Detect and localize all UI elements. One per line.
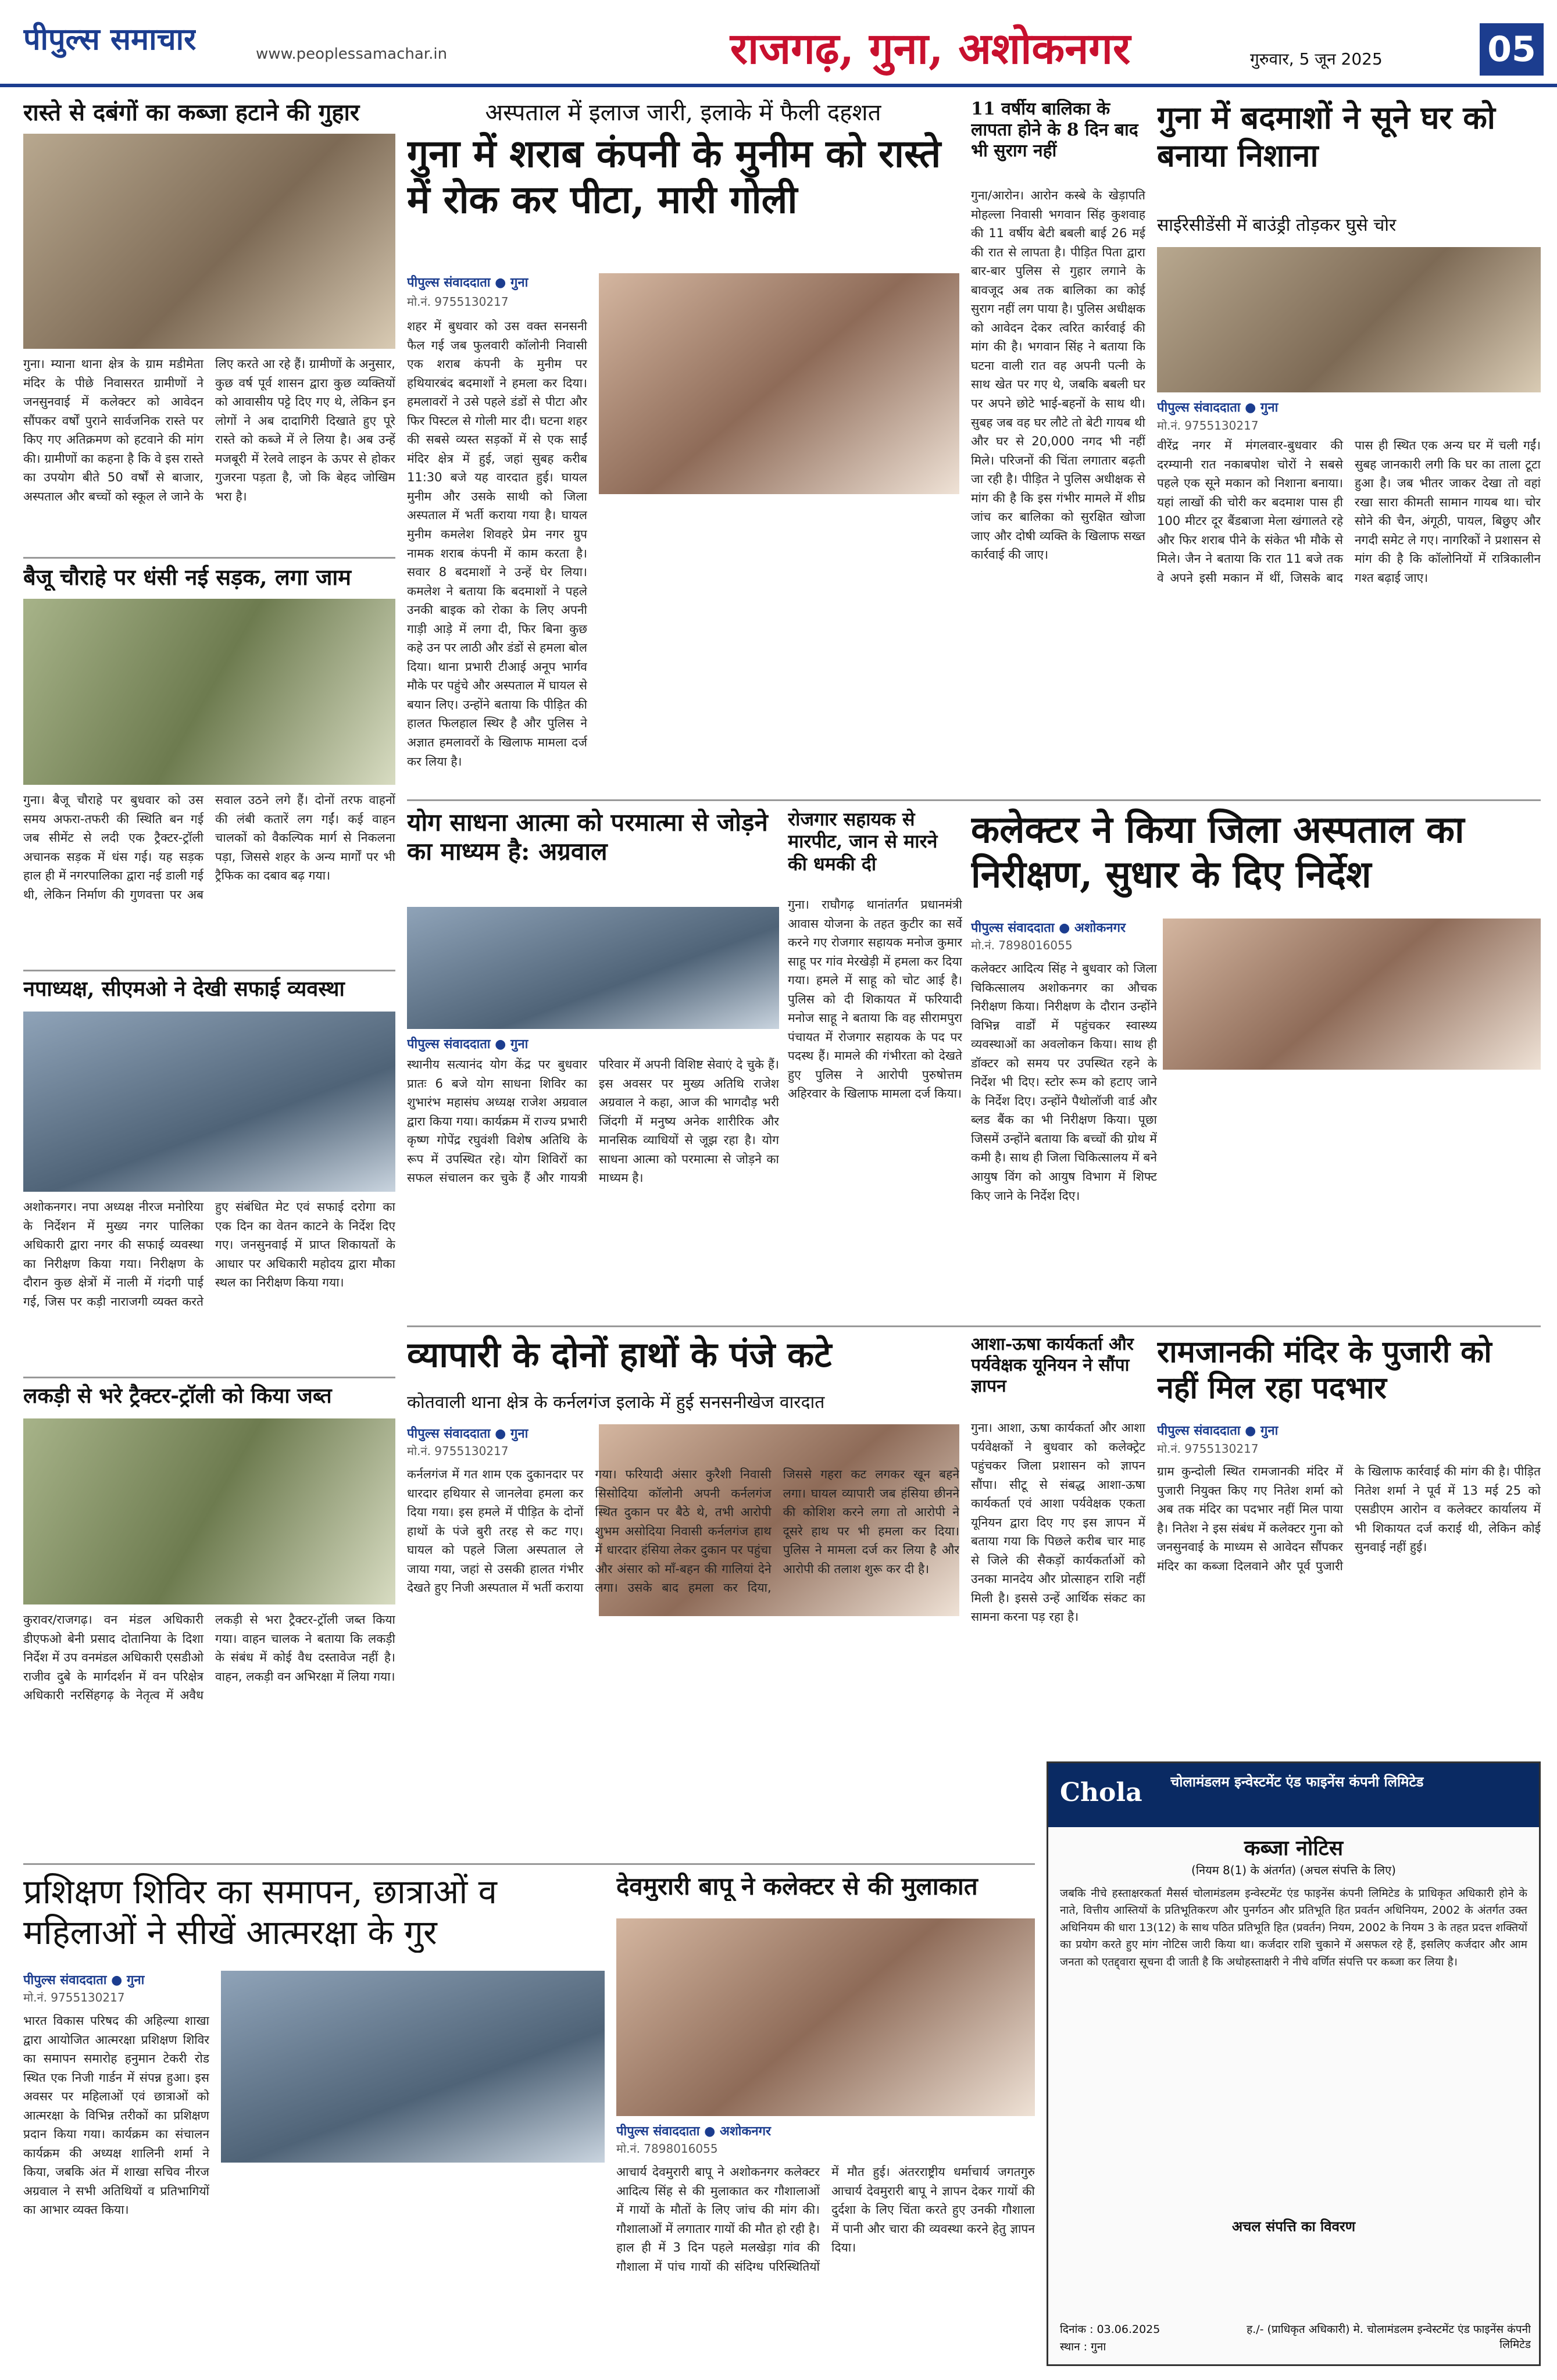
byline-a8: पीपुल्स संवाददाता ● गुना: [407, 1037, 528, 1052]
photo-devmurari-bapu: [616, 1918, 1035, 2116]
body-a9: गुना। राघौगढ़ थानांतर्गत प्रधानमंत्री आवास योजना के तहत कुटीर का सर्वे करने गए रोजगार सहायक मनोज कुमार साहू पर गांव मेरखेड़ी में हमला कर दिया गया। हमले में साहू को चोट आई है। पुलिस को दी शिकायत में फरियादी मनोज साहू ने बताया कि वह सीरामपुरा पंचायत में रोजगार सहायक के पद पर पदस्थ हैं। मामले की गंभीरता को देखते हुए पुलिस ने आरोपी पुरुषोत्तम अहिरवार के खिलाफ मामला दर्ज किया।: [788, 898, 962, 1101]
photo-sunken-road: [23, 599, 395, 785]
photo-collector-inspection: [1163, 919, 1541, 1070]
notice-schedule-title: अचल संपत्ति का विवरण: [1231, 2218, 1356, 2235]
headline-a5: गुना में शराब कंपनी के मुनीम को रास्ते में रोक कर पीटा, मारी गोली: [407, 131, 941, 223]
photo-hospital: [599, 273, 959, 494]
headline-a9: रोजगार सहायक से मारपीट, जान से मारने की धमकी दी: [788, 808, 938, 875]
newspaper-logo[interactable]: पीपुल्स समाचार: [23, 22, 197, 57]
byline-a10: पीपुल्स संवाददाता ● अशोकनगर: [971, 921, 1126, 935]
notice-body: जबकि नीचे हस्ताक्षरकर्ता मैसर्स चोलामंडलम इन्वेस्टमेंट एंड फाइनेंस कंपनी लिमिटेड के प्राधिकृत अधिकारी होने के नाते, वित्तीय आस्तियों के प्रतिभूतिकरण और पुनर्गठन और प्रतिभूति हित प्रवर्तन अधिनियम, 2002 के अंतर्गत उक्त अधिनियम की धारा 13(12) के साथ पठित प्रतिभूति हित (प्रवर्तन) नियम, 2002 के नियम 3 के तहत प्रदत्त शक्तियों का प्रयोग करते हुए मांग नोटिस जारी किया था। कर्जदार राशि चुकाने में असफल रहे हैं, इसलिए कर्जदार और आम जनता को एतद्द्वारा सूचना दी जाती है कि अधोहस्ताक्षरी ने नीचे वर्णित संपत्ति पर कब्जा कर लिया है।: [1060, 1887, 1527, 1968]
body-a7: वीरेंद्र नगर में मंगलवार-बुधवार की दरम्यानी रात नकाबपोश चोरों ने सबसे पहले एक सूने मकान को निशाना बनाया। यहां लाखों की चोरी कर बदमाश पास ही 100 मीटर दूर बैंडबाजा मेला खंगालते रहे और फिर शराब पीने के संकेत भी मौके से मिले। जैन ने बताया कि रात 11 बजे तक वे अपने इसी मकान में थीं, जिसके बाद पास ही स्थित एक अन्य घर में चली गईं। सुबह जानकारी लगी कि घर का ताला टूटा हुआ है। जब भीतर जाकर देखा तो वहां रखा सारा कीमती सामान गायब था। चोर सोने की चैन, अंगूठी, पायल, बिछुए और नगदी समेट ले गए। नागरिकों ने प्रशासन से मांग की है कि कॉलोनियों में रात्रिकालीन गश्त बढ़ाई जाए।: [1157, 438, 1541, 585]
photo-cleaning-inspection: [23, 1012, 395, 1192]
headline-a4: लकड़ी से भरे ट्रैक्टर-ट्रॉली को किया जब्त: [23, 1384, 332, 1408]
headline-a7: गुना में बदमाशों ने सूने घर को बनाया निशाना: [1157, 99, 1495, 174]
mobile-a14: मो.नं. 9755130217: [23, 1991, 125, 2004]
byline-a11: पीपुल्स संवाददाता ● गुना: [407, 1427, 528, 1441]
body-a8: स्थानीय सत्यानंद योग केंद्र पर बुधवार प्रातः 6 बजे योग साधना शिविर का शुभारंभ महासंघ अध्यक्ष राजेश अग्रवाल द्वारा किया गया। कार्यक्रम में राज्य प्रभारी कृष्ण गोपेंद्र रघुवंशी विशेष अतिथि के रूप में उपस्थित रहे। योग शिविरों का सफल संचालन कर चुके हैं और गायत्री परिवार में अपनी विशिष्ट सेवाएं दे चुके हैं। इस अवसर पर मुख्य अतिथि राजेश अग्रवाल ने कहा, आज की भागदौड़ भरी जिंदगी में मनुष्य अनेक शारीरिक और मानसिक व्याधियों से जूझ रहा है। योग साधना आत्मा को परमात्मा से जोड़ने का माध्यम है।: [407, 1057, 779, 1185]
body-a1: गुना। म्याना थाना क्षेत्र के ग्राम मडीमेता मंदिर के पीछे निवासरत ग्रामीणों ने जनसुनवाई में कलेक्टर को आवेदन सौंपकर वर्षों पुराने सार्वजनिक रास्ते पर किए गए अतिक्रमण को हटवाने की मांग की। ग्रामीणों का कहना है कि वे इस रास्ते का उपयोग बीते 50 वर्षों से बाजार, अस्पताल और बच्चों को स्कूल ले जाने के लिए करते आ रहे हैं। ग्रामीणों के अनुसार, कुछ वर्ष पूर्व शासन द्वारा कुछ व्यक्तियों को आवासीय पट्टे दिए गए थे, लेकिन इन लोगों ने अब दादागिरी दिखाते हुए पूरे रास्ते को कब्जे में ले लिया है। अब उन्हें मजबूरी में रेलवे लाइन के ऊपर से होकर गुजरना पड़ता है, जो कि बेहद जोखिम भरा है।: [23, 357, 395, 503]
body-a12: गुना। आशा, ऊषा कार्यकर्ता और आशा पर्यवेक्षकों ने बुधवार को कलेक्ट्रेट पहुंचकर जिला प्रशासन को ज्ञापन सौंपा। सीटू से संबद्ध आशा-ऊषा कार्यकर्ता एवं आशा पर्यवेक्षक एकता यूनियन द्वारा दिए गए इस ज्ञापन में बताया गया कि पिछले करीब चार माह से जिले की सैकड़ों कार्यकर्ताओं को उनका मानदेय और प्रोत्साहन राशि नहीं मिली है। इससे उन्हें आर्थिक संकट का सामना करना पड़ रहा है।: [971, 1421, 1145, 1624]
masthead: [0, 0, 1557, 87]
mobile-a13: मो.नं. 9755130217: [1157, 1442, 1259, 1456]
body-a13: ग्राम कुन्दोली स्थित रामजानकी मंदिर में पुजारी नियुक्त किए गए नितेश शर्मा को अब तक मंदिर का पदभार नहीं मिल पाया है। नितेश ने इस संबंध में कलेक्टर गुना को जनसुनवाई के माध्यम से आवेदन सौंपकर मंदिर का कब्जा दिलवाने और पूर्व पुजारी के खिलाफ कार्रवाई की मांग की है। पीड़ित नितेश शर्मा ने पूर्व में 13 मई 25 को एसडीएम आरोन व कलेक्टर कार्यालय में भी शिकायत दर्ज कराई थी, लेकिन कोई सुनवाई नहीं हुई।: [1157, 1464, 1541, 1573]
divider: [23, 557, 395, 559]
headline-a6: 11 वर्षीय बालिका के लापता होने के 8 दिन बाद भी सुराग नहीं: [971, 99, 1138, 161]
chola-logo: Chola: [1060, 1778, 1142, 1807]
body-a15: आचार्य देवमुरारी बापू ने अशोकनगर कलेक्टर आदित्य सिंह से की मुलाकात कर गौशालाओं में गायों के मौतों के लिए जांच की मांग की। गौशालाओं में लगातार गायों की मौत हो रही है। हाल ही में 3 दिन पहले मलखेड़ा गांव की गौशाला में पांच गायों की संदिग्ध परिस्थितियों में मौत हुई। अंतरराष्ट्रीय धर्माचार्य जगतगुरु आचार्य देवमुरारी बापू ने ज्ञापन देकर गायों की दुर्दशा के लिए चिंता करते हुए उनकी गौशाला में पानी और चारा की व्यवस्था करने हेतु ज्ञापन दिया।: [616, 2165, 1035, 2274]
notice-date: दिनांक : 03.06.2025: [1060, 2323, 1160, 2336]
divider: [23, 1863, 1035, 1865]
headline-a15: देवमुरारी बापू ने कलेक्टर से की मुलाकात: [616, 1872, 978, 1900]
byline-a13: पीपुल्स संवाददाता ● गुना: [1157, 1424, 1279, 1438]
divider: [23, 970, 395, 971]
byline-a15: पीपुल्स संवाददाता ● अशोकनगर: [616, 2124, 771, 2139]
body-a11: कर्नलगंज में गत शाम एक दुकानदार पर धारदार हथियार से जानलेवा हमला कर दिया गया। इस हमले में पीड़ित के दोनों हाथों के पंजे बुरी तरह से कट गए। घायल को पहले जिला अस्पताल ले जाया गया, जहां से उसकी हालत गंभीर देखते हुए निजी अस्पताल में भर्ती कराया गया। फरियादी अंसार कुरैशी निवासी सिसोदिया कॉलोनी अपनी कर्नलगंज स्थित दुकान पर बैठे थे, तभी आरोपी शुभम असोदिया निवासी कर्नलगंज हाथ में धारदार हंसिया लेकर दुकान पर पहुंचा और अंसार को माँ-बहन की गालियां देने लगा। उसके बाद हमला कर दिया, जिससे गहरा कट लगकर खून बहने लगा। घायल व्यापारी जब हंसिया छीनने की कोशिश करने लगा तो आरोपी ने दूसरे हाथ पर भी हमला कर दिया। पुलिस ने मामला दर्ज कर लिया है और आरोपी की तलाश शुरू कर दी है।: [407, 1467, 959, 1595]
photo-yoga: [407, 907, 779, 1029]
subtitle-a7: साईरेसीडेंसी में बाउंड्री तोड़कर घुसे चोर: [1157, 215, 1397, 235]
byline-a7: पीपुल्स संवाददाता ● गुना: [1157, 401, 1279, 415]
headline-a11: व्यापारी के दोनों हाथों के पंजे कटे: [407, 1335, 832, 1375]
byline-a14: पीपुल्स संवाददाता ● गुना: [23, 1973, 145, 1988]
headline-a13: रामजानकी मंदिर के पुजारी को नहीं मिल रहा पदभार: [1157, 1334, 1492, 1406]
headline-a1: रास्ते से दबंगों का कब्जा हटाने की गुहार: [23, 99, 360, 126]
photo-villagers: [23, 134, 395, 349]
divider: [23, 1377, 395, 1378]
body-a3: अशोकनगर। नपा अध्यक्ष नीरज मनोरिया के निर्देशन में मुख्य नगर पालिका अधिकारी द्वारा नगर की सफाई व्यवस्था का निरीक्षण किया गया। निरीक्षण के दौरान कुछ क्षेत्रों में नाली में गंदगी पाई गई, जिस पर कड़ी नाराजगी व्यक्त करते हुए संबंधित मेट एवं सफाई दरोगा का एक दिन का वेतन काटने के निर्देश दिए गए। जनसुनवाई में प्राप्त शिकायतों के आधार पर अधिकारी महोदय द्वारा मौका स्थल का निरीक्षण किया गया।: [23, 1200, 395, 1309]
body-a6: गुना/आरोन। आरोन कस्बे के खेड़ापति मोहल्ला निवासी भगवान सिंह कुशवाह की 11 वर्षीय बेटी बबली बाई 26 मई की रात से लापता है। पीड़ित पिता द्वारा बार-बार पुलिस से गुहार लगाने के बावजूद अब तक बालिका का कोई सुराग नहीं लग पाया है। पुलिस अधीक्षक को आवेदन देकर त्वरित कार्रवाई की मांग की है। भगवान सिंह ने बताया कि घटना वाली रात वह अपनी पत्नी के साथ खेत पर गए थे, जबकि बबली घर पर अपने छोटे भाई-बहनों के साथ थी। सुबह जब वह घर लौटे तो बेटी गायब थी और घर से 20,000 नगद भी नहीं मिले। परिजनों की चिंता लगातार बढ़ती जा रही है। पीड़ित ने पुलिस अधीक्षक से मांग की है कि इस गंभीर मामले में शीघ्र जांच कर बालिका को सुरक्षित खोजा जाए और दोषी व्यक्ति के खिलाफ सख्त कार्रवाई की जाए।: [971, 188, 1145, 562]
mobile-a11: मो.नं. 9755130217: [407, 1444, 509, 1458]
photo-burglary: [1157, 247, 1541, 392]
notice-signature: ह./- (प्राधिकृत अधिकारी) मे. चोलामंडलम इन्वेस्टमेंट एंड फाइनेंस कंपनी लिमिटेड: [1247, 2323, 1531, 2351]
headline-a12: आशा-ऊषा कार्यकर्ता और पर्यवेक्षक यूनियन ने सौंपा ज्ञापन: [971, 1334, 1134, 1396]
mobile-a5: मो.नं. 9755130217: [407, 295, 509, 309]
notice-header: [1048, 1763, 1539, 1827]
headline-a2: बैजू चौराहे पर धंसी नई सड़क, लगा जाम: [23, 564, 352, 590]
kicker-a5: अस्पताल में इलाज जारी, इलाके में फैली दहशत: [485, 99, 881, 126]
divider: [407, 1325, 1541, 1327]
notice-title: कब्जा नोटिस: [1244, 1836, 1344, 1860]
headline-a10: कलेक्टर ने किया जिला अस्पताल का निरीक्षण, सुधार के दिए निर्देश: [971, 808, 1465, 896]
photo-self-defence-camp: [221, 1971, 605, 2163]
mobile-a7: मो.नं. 9755130217: [1157, 419, 1259, 433]
headline-a3: नपाध्यक्ष, सीएमओ ने देखी सफाई व्यवस्था: [23, 977, 345, 1001]
body-a2: गुना। बैजू चौराहे पर बुधवार को उस समय अफरा-तफरी की स्थिति बन गई जब सीमेंट से लदी एक ट्रैक्टर-ट्रॉली अचानक सड़क में धंस गई। यह सड़क हाल ही में नगरपालिका द्वारा नई डाली गई थी, लेकिन निर्माण की गुणवत्ता पर अब सवाल उठने लगे हैं। दोनों तरफ वाहनों की लंबी कतारें लग गईं। कई वाहन चालकों को वैकल्पिक मार्ग से निकलना पड़ा, जिससे शहर के अन्य मार्गों पर भी ट्रैफिक का दबाव बढ़ गया।: [23, 793, 395, 902]
page-number: 05: [1480, 23, 1544, 76]
body-a5: शहर में बुधवार को उस वक्त सनसनी फैल गई जब फुलवारी कॉलोनी निवासी एक शराब कंपनी के मुनीम पर हथियारबंद बदमाशों ने हमला कर दिया। हमलावरों ने उसे पहले डंडों से पीटा और फिर पिस्टल से गोली मार दी। घटना शहर की सबसे व्यस्त सड़कों में से एक साईं मंदिर क्षेत्र में हुई, जहां सुबह करीब 11:30 बजे यह वारदात हुई। घायल मुनीम और उसके साथी को जिला अस्पताल में भर्ती कराया गया है। घायल मुनीम कमलेश शिवहरे प्रेम नगर ग्रुप नामक शराब कंपनी में काम करता है। सवार 8 बदमाशों ने उन्हें घेर लिया। कमलेश ने बताया कि बदमाशों ने पहले उनकी बाइक को रोका के लिए अपनी गाड़ी आड़े में लगा दी, फिर बिना कुछ कहे उन पर लाठी और डंडों से हमला बोल दिया। थाना प्रभारी टीआई अनूप भार्गव मौके पर पहुंचे और अस्पताल में घायल से बयान लिए। उन्होंने बताया कि पीड़ित की हालत फिलहाल स्थिर है और पुलिस ने अज्ञात हमलावरों के खिलाफ मामला दर्ज कर लिया है।: [407, 319, 587, 769]
divider: [407, 799, 1541, 801]
subtitle-a11: कोतवाली थाना क्षेत्र के कर्नलगंज इलाके में हुई सनसनीखेज वारदात: [407, 1392, 825, 1413]
body-a10: कलेक्टर आदित्य सिंह ने बुधवार को जिला चिकित्सालय अशोकनगर का औचक निरीक्षण किया। निरीक्षण के दौरान उन्होंने विभिन्न वार्डों में पहुंचकर स्वास्थ्य व्यवस्थाओं का अवलोकन किया। साथ ही डॉक्टर को समय पर उपस्थित रहने के निर्देश भी दिए। स्टोर रूम को हटाए जाने के निर्देश दिए। उन्होंने पैथोलॉजी वार्ड और ब्लड बैंक का भी निरीक्षण किया। पूछा जिसमें उन्होंने बताया कि बच्चों की ग्रोथ में कमी है। साथ ही जिला चिकित्सालय में बने आयुष विंग को आयुष विभाग में शिफ्ट किए जाने के निर्देश दिए।: [971, 962, 1157, 1203]
possession-notice: [1047, 1761, 1541, 2366]
notice-place: स्थान : गुना: [1060, 2340, 1106, 2353]
body-a4: कुरावर/राजगढ़। वन मंडल अधिकारी डीएफओ बेनी प्रसाद दोतानिया के दिशा निर्देश में उप वनमंडल अधिकारी एसडीओ राजीव दुबे के मार्गदर्शन में वन परिक्षेत्र अधिकारी नरसिंहगढ़ के नेतृत्व में अवैध लकड़ी से भरा ट्रैक्टर-ट्रॉली जब्त किया गया। वाहन चालक ने बताया कि लकड़ी के संबंध में कोई वैध दस्तावेज नहीं है। वाहन, लकड़ी वन अभिरक्षा में लिया गया।: [23, 1613, 395, 1703]
issue-date: गुरुवार, 5 जून 2025: [1250, 49, 1383, 69]
body-a14: भारत विकास परिषद की अहिल्या शाखा द्वारा आयोजित आत्मरक्षा प्रशिक्षण शिविर का समापन समारोह हनुमान टेकरी रोड स्थित एक निजी गार्डन में संपन्न हुआ। इस अवसर पर महिलाओं एवं छात्राओं को आत्मरक्षा के विभिन्न तरीकों का प्रशिक्षण प्रदान किया गया। कार्यक्रम का संचालन कार्यक्रम की अध्यक्ष शालिनी शर्मा ने किया, जबकि अंत में शाखा सचिव नीरज अग्रवाल ने सभी अतिथियों व प्रतिभागियों का आभार व्यक्त किया।: [23, 2014, 209, 2217]
headline-a14: प्रशिक्षण शिविर का समापन, छात्राओं व महिलाओं ने सीखें आत्मरक्षा के गुर: [23, 1872, 497, 1952]
notice-company: चोलामंडलम इन्वेस्टमेंट एंड फाइनेंस कंपनी लिमिटेड: [1170, 1774, 1424, 1790]
mobile-a15: मो.नं. 7898016055: [616, 2142, 718, 2156]
byline-a5: पीपुल्स संवाददाता ● गुना: [407, 276, 528, 290]
website-url[interactable]: www.peoplessamachar.in: [256, 45, 448, 63]
mobile-a10: मो.नं. 7898016055: [971, 938, 1073, 952]
headline-a8: योग साधना आत्मा को परमात्मा से जोड़ने का माध्यम है: अग्रवाल: [407, 808, 768, 866]
photo-tractor: [23, 1418, 395, 1604]
section-title: राजगढ़, गुना, अशोकनगर: [730, 24, 1131, 74]
notice-subtitle: (नियम 8(1) के अंतर्गत) (अचल संपत्ति के लिए): [1191, 1863, 1396, 1877]
